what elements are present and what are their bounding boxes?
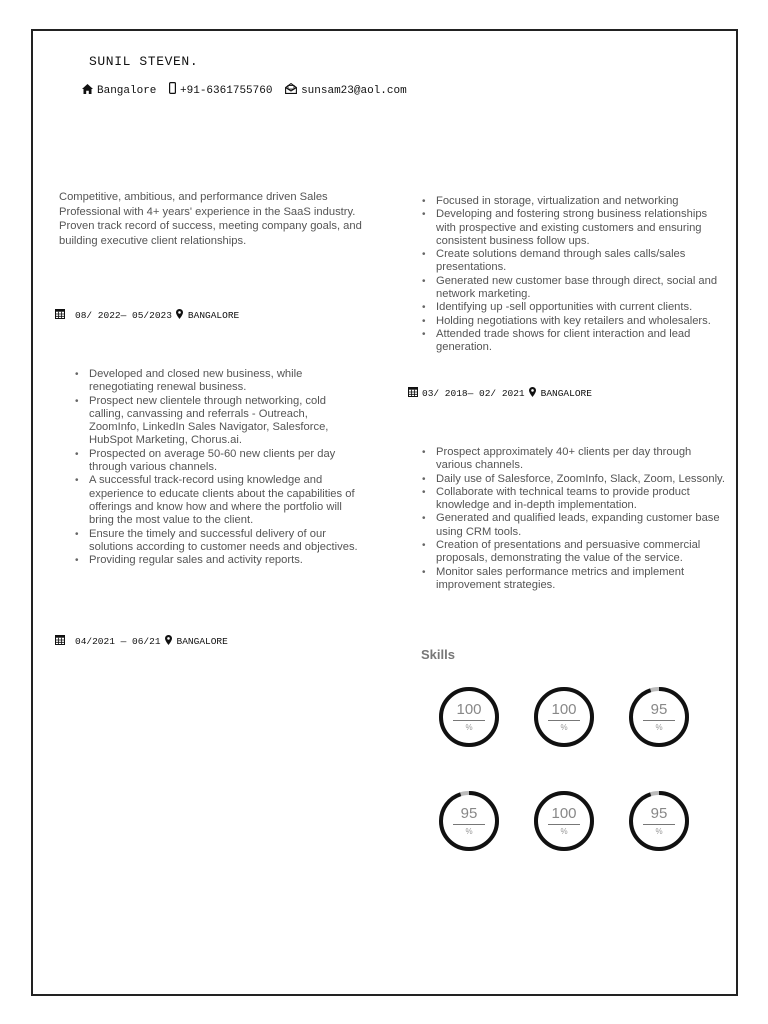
skills-heading: Skills <box>421 647 455 662</box>
skill-gauge <box>532 685 596 749</box>
job-1-bullets <box>73 368 358 567</box>
job-2-location: BANGALORE <box>176 636 228 647</box>
email-text: sunsam23@aol.com <box>301 85 407 97</box>
list-item: • Developing and fostering strong business relationships with prospective and existing customers and ensuring consistent business follow ups. <box>420 208 725 248</box>
skill-value: 100 <box>551 701 577 718</box>
job-1-location: BANGALORE <box>187 310 240 321</box>
divider <box>453 824 485 825</box>
job-2-dates: 04/2021 — 06/21 <box>75 636 161 647</box>
list-item: • Prospect new clientele through networking, cold calling, canvassing and referrals - Outreach, ZoomInfo, LinkedIn Sales Navigator, Salesforce, HubSpot Marketing, Chorus.ai. <box>73 395 358 448</box>
list-item: • Developed and closed new business, while renegotiating renewal business. <box>73 368 358 395</box>
list-item: • Collaborate with technical teams to provide product knowledge and in-depth implementation. <box>420 486 725 513</box>
list-item: • Monitor sales performance metrics and implement improvement strategies. <box>420 566 725 593</box>
list-item: • A successful track-record using knowledge and experience to educate clients about the capabilities of offerings and know how and where the portfolio will bring the most value to the client. <box>73 474 358 527</box>
contact-line <box>82 82 407 98</box>
job-1-header <box>55 309 239 322</box>
job-1-dates: 08/ 2022— 05/2023 <box>75 310 172 321</box>
list-item: • Generated new customer base through direct, social and network marketing. <box>420 275 725 302</box>
list-item: • Focused in storage, virtualization and networking <box>420 195 725 208</box>
location-pin-icon <box>529 387 536 400</box>
divider <box>548 824 580 825</box>
skill-unit: % <box>465 827 473 836</box>
list-item: • Holding negotiations with key retailers and wholesalers. <box>420 315 725 328</box>
job-3-bullets <box>420 446 725 592</box>
list-item: • Prospected on average 50-60 new clients per day through various channels. <box>73 448 358 475</box>
list-item: • Providing regular sales and activity reports. <box>73 554 358 567</box>
job-3-header <box>408 387 592 400</box>
profile-summary: Competitive, ambitious, and performance driven Sales Professional with 4+ years' experience in the SaaS industry. Proven track record of success, meeting company goals, and building executive client relationships. <box>59 191 362 247</box>
list-item: • Generated and qualified leads, expanding customer base using CRM tools. <box>420 512 725 539</box>
skill-value: 100 <box>456 701 482 718</box>
skill-unit: % <box>655 723 663 732</box>
job-3-dates: 03/ 2018— 02/ 2021 <box>422 388 525 399</box>
skill-unit: % <box>560 723 568 732</box>
home-icon <box>82 84 93 98</box>
job-2-header <box>55 635 228 648</box>
skill-unit: % <box>655 827 663 836</box>
list-item: • Ensure the timely and successful delivery of our solutions according to customer needs and objectives. <box>73 528 358 555</box>
location-text: Bangalore <box>97 85 157 97</box>
email-icon <box>285 83 297 98</box>
list-item: • Create solutions demand through sales calls/sales presentations. <box>420 248 725 275</box>
calendar-icon <box>55 635 65 648</box>
divider <box>643 824 675 825</box>
skill-unit: % <box>465 723 473 732</box>
skill-value: 100 <box>551 805 577 822</box>
job-3-location: BANGALORE <box>540 388 592 399</box>
skill-gauge <box>627 685 691 749</box>
job-2-bullets <box>420 195 725 355</box>
divider <box>643 720 675 721</box>
skill-unit: % <box>560 827 568 836</box>
skill-gauge <box>437 789 501 853</box>
skill-value: 95 <box>650 805 668 822</box>
skill-gauge <box>437 685 501 749</box>
skill-value: 95 <box>650 701 668 718</box>
phone-icon <box>169 82 176 98</box>
list-item: • Attended trade shows for client interaction and lead generation. <box>420 328 725 355</box>
list-item: • Daily use of Salesforce, ZoomInfo, Slack, Zoom, Lessonly. <box>420 473 725 486</box>
list-item: • Creation of presentations and persuasive commercial proposals, demonstrating the value of the service. <box>420 539 725 566</box>
location-pin-icon <box>176 309 183 322</box>
phone-text: +91-6361755760 <box>180 85 273 97</box>
candidate-name: SUNIL STEVEN. <box>89 54 199 69</box>
skill-value: 95 <box>460 805 478 822</box>
list-item: • Identifying up -sell opportunities with current clients. <box>420 301 725 314</box>
skill-gauge <box>627 789 691 853</box>
skill-gauge <box>532 789 596 853</box>
divider <box>453 720 485 721</box>
location-pin-icon <box>165 635 172 648</box>
calendar-icon <box>408 387 418 400</box>
divider <box>548 720 580 721</box>
list-item: • Prospect approximately 40+ clients per day through various channels. <box>420 446 725 473</box>
calendar-icon <box>55 309 65 322</box>
